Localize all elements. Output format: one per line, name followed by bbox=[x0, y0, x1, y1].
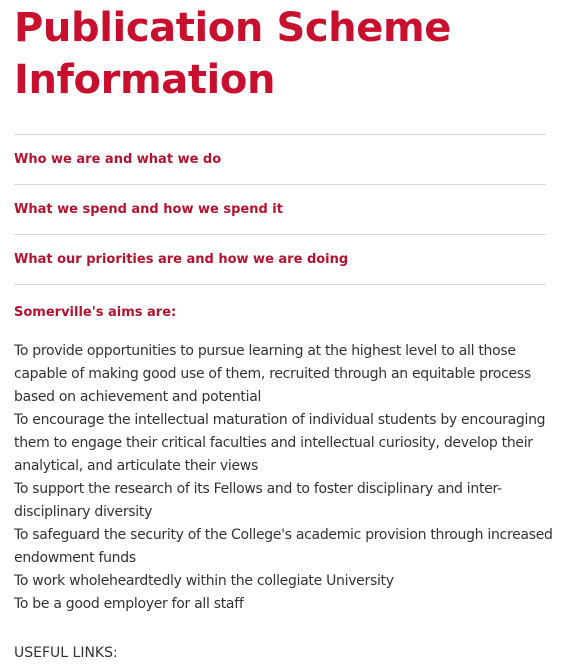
accordion-item-label: What we spend and how we spend it bbox=[14, 202, 283, 217]
aims-list-item: To encourage the intellectual maturation of individual students by encouraging them to engage their critical faculties and intellectual curiosity, develop their analytical, and articulate their views bbox=[14, 412, 546, 474]
useful-links-heading: USEFUL LINKS: bbox=[14, 645, 118, 661]
accordion bbox=[14, 134, 546, 285]
aims-heading: Somerville's aims are: bbox=[14, 305, 177, 320]
accordion-item-label: Who we are and what we do bbox=[14, 152, 222, 167]
aims-list-item: To provide opportunities to pursue learning at the highest level to all those capable of making good use of them, recruited through an equitable process based on achievement and potential bbox=[14, 343, 531, 405]
aims-list-item: To safeguard the security of the College's academic provision through increased endowment funds bbox=[14, 527, 553, 566]
accordion-item-priorities[interactable] bbox=[14, 235, 546, 285]
aims-list-item: To support the research of its Fellows and to foster disciplinary and inter-disciplinary diversity bbox=[14, 481, 502, 520]
page-title-line-1: Publication Scheme bbox=[14, 5, 451, 51]
aims-list-item: To work wholeheardtedly within the collegiate University bbox=[14, 573, 394, 589]
accordion-item-who-we-are[interactable] bbox=[14, 135, 546, 185]
page-title bbox=[14, 2, 554, 106]
page-title-line-2: Information bbox=[14, 57, 276, 103]
accordion-item-label: What our priorities are and how we are doing bbox=[14, 252, 349, 267]
accordion-item-what-we-spend[interactable] bbox=[14, 185, 546, 235]
aims-list bbox=[14, 340, 554, 616]
aims-list-item: To be a good employer for all staff bbox=[14, 596, 244, 612]
